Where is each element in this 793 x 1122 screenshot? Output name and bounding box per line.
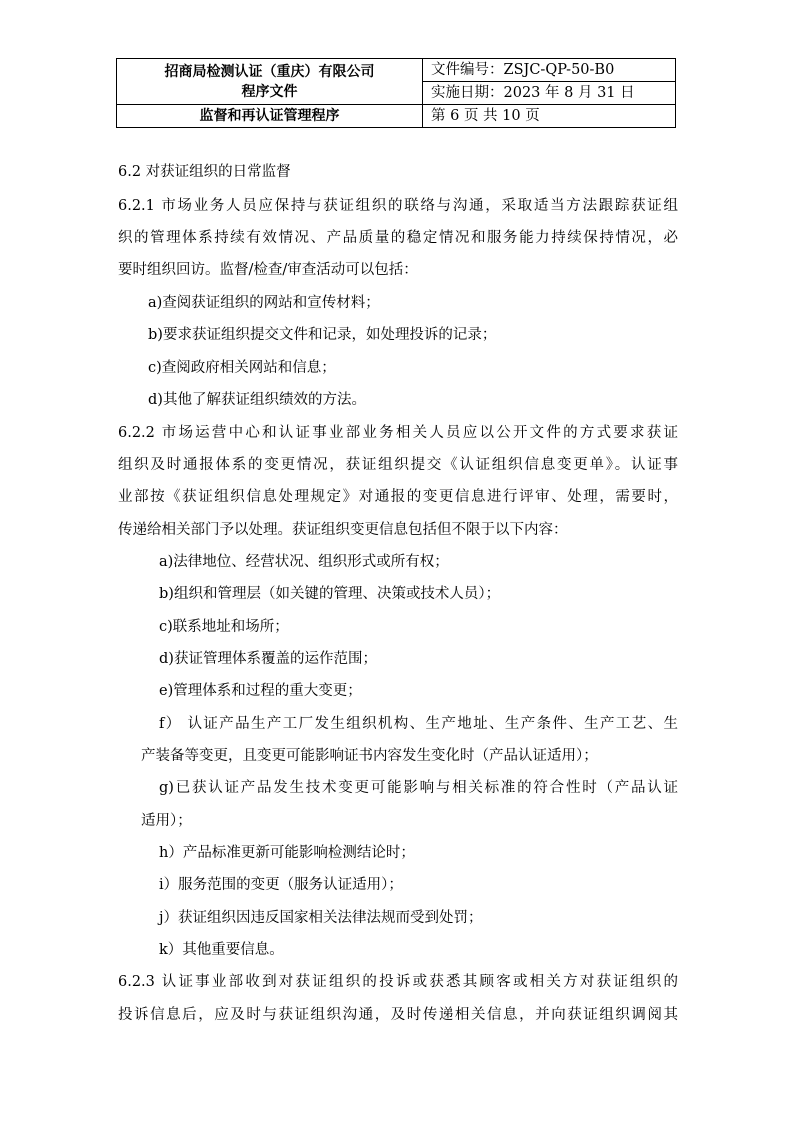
- list-item: h）产品标准更新可能影响检测结论时；: [159, 845, 415, 861]
- company-name: 招商局检测认证（重庆）有限公司: [164, 63, 375, 80]
- paragraph-line: 6.2.3 认证事业部收到对获证组织的投诉或获悉其顾客或相关方对获证组织的: [118, 974, 678, 990]
- section-heading: 6.2 对获证组织的日常监督: [118, 164, 291, 180]
- document-title: 监督和再认证管理程序: [117, 105, 423, 128]
- doc-number: 文件编号：ZSJC-QP-50-B0: [423, 59, 676, 82]
- list-item: k）其他重要信息。: [159, 942, 284, 958]
- paragraph-line: 传递给相关部门予以处理。获证组织变更信息包括但不限于以下内容：: [118, 522, 568, 538]
- paragraph-line: 6.2.2 市场运营中心和认证事业部业务相关人员应以公开文件的方式要求获证: [118, 425, 678, 441]
- list-item: a)查阅获证组织的网站和宣传材料；: [148, 295, 380, 311]
- list-item-continuation: 适用）；: [141, 813, 192, 829]
- list-item: b)组织和管理层（如关键的管理、决策或技术人员）；: [159, 586, 501, 602]
- effective-date: 实施日期：2023 年 8 月 31 日: [423, 82, 676, 105]
- paragraph-line: 组织及时通报体系的变更情况，获证组织提交《认证组织信息变更单》。认证事: [118, 457, 678, 473]
- list-item: d)其他了解获证组织绩效的方法。: [148, 392, 366, 408]
- list-item-continuation: 产装备等变更，且变更可能影响证书内容发生变化时（产品认证适用）；: [141, 748, 598, 764]
- paragraph-line: 业部按《获证组织信息处理规定》对通报的变更信息进行评审、处理，需要时，: [118, 489, 678, 505]
- page-info: 第 6 页 共 10 页: [423, 105, 676, 128]
- list-item: c)查阅政府相关网站和信息；: [148, 360, 336, 376]
- list-item: i）服务范围的变更（服务认证适用）；: [159, 877, 403, 893]
- paragraph-line: 投诉信息后，应及时与获证组织沟通，及时传递相关信息，并向获证组织调阅其: [118, 1007, 678, 1023]
- document-type: 程序文件: [241, 83, 298, 100]
- document-header-table: [116, 58, 676, 128]
- list-item: c)联系地址和场所；: [159, 619, 289, 635]
- list-item: d)获证管理体系覆盖的运作范围；: [159, 651, 377, 667]
- list-item: g)已获认证产品发生技术变更可能影响与相关标准的符合性时（产品认证: [159, 780, 678, 796]
- company-name-cell: [117, 59, 423, 105]
- list-item: f） 认证产品生产工厂发生组织机构、生产地址、生产条件、生产工艺、生: [159, 716, 678, 732]
- list-item: b)要求获证组织提交文件和记录，如处理投诉的记录；: [148, 327, 497, 343]
- list-item: e)管理体系和过程的重大变更；: [159, 683, 362, 699]
- paragraph-line: 要时组织回访。监督/检查/审查活动可以包括：: [118, 262, 418, 278]
- paragraph-line: 织的管理体系持续有效情况、产品质量的稳定情况和服务能力持续保持情况，必: [118, 230, 678, 246]
- list-item: a)法律地位、经营状况、组织形式或所有权；: [159, 554, 449, 570]
- paragraph-line: 6.2.1 市场业务人员应保持与获证组织的联络与沟通，采取适当方法跟踪获证组: [118, 198, 678, 214]
- list-item: j）获证组织因违反国家相关法律法规而受到处罚；: [159, 910, 483, 926]
